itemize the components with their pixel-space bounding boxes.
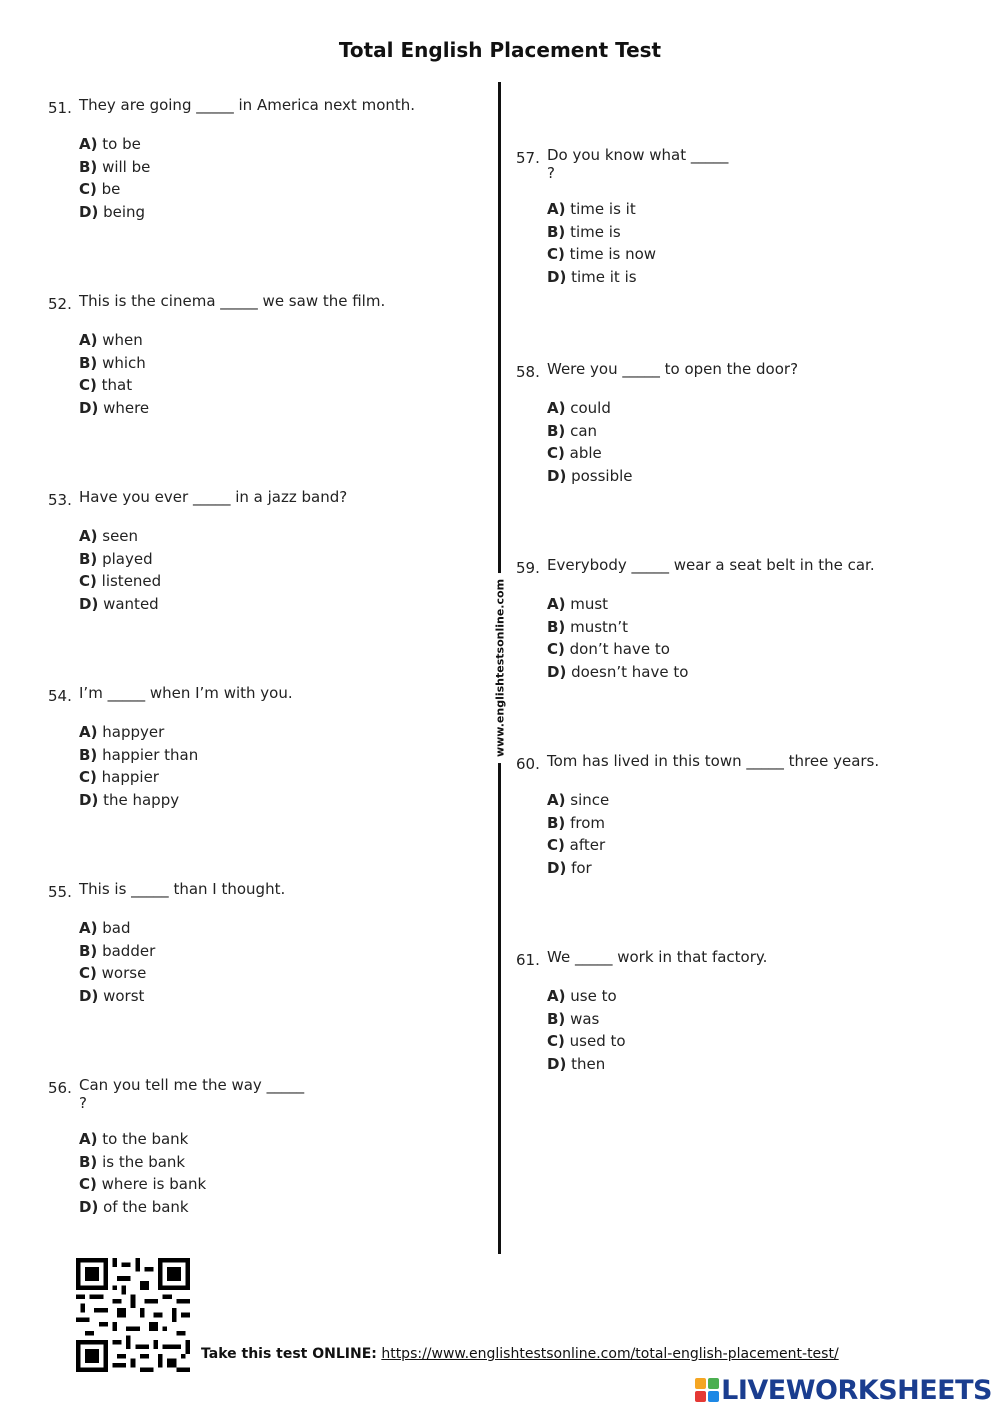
question-55 <box>48 880 468 1008</box>
answer-option[interactable] <box>79 593 468 616</box>
answer-options <box>547 198 936 289</box>
question-number: 55. <box>48 883 72 901</box>
answer-option[interactable] <box>547 616 936 639</box>
question-header <box>516 556 936 577</box>
question-number: 54. <box>48 687 72 705</box>
answer-option[interactable] <box>79 374 468 397</box>
answer-option[interactable] <box>547 1030 936 1053</box>
option-letter: C) <box>547 245 565 264</box>
option-letter: D) <box>547 1055 567 1074</box>
option-text: worst <box>103 987 145 1006</box>
question-57 <box>516 146 936 289</box>
option-text: happier than <box>102 745 199 764</box>
answer-option[interactable] <box>547 442 936 465</box>
question-56 <box>48 1076 468 1219</box>
option-text: can <box>570 421 598 440</box>
option-text: badder <box>102 941 156 960</box>
option-text: happyer <box>102 723 165 741</box>
option-letter: A) <box>79 723 98 741</box>
option-text: when <box>102 331 143 349</box>
option-text: time it is <box>571 268 637 287</box>
option-letter: C) <box>79 572 97 591</box>
option-letter: D) <box>79 791 99 810</box>
option-text: the happy <box>103 791 180 810</box>
question-59 <box>516 556 936 684</box>
answer-option[interactable] <box>79 525 468 548</box>
question-header <box>516 360 936 381</box>
question-61 <box>516 948 936 1076</box>
option-text: was <box>570 1009 600 1028</box>
option-letter: D) <box>79 1198 99 1217</box>
answer-option[interactable] <box>547 857 936 880</box>
option-text: to the bank <box>102 1130 189 1148</box>
option-text: able <box>569 444 602 463</box>
option-letter: B) <box>547 1009 566 1028</box>
option-letter: C) <box>547 1032 565 1051</box>
option-text: doesn’t have to <box>571 663 689 682</box>
option-text: must <box>570 595 609 613</box>
option-text: after <box>569 836 606 855</box>
option-letter: C) <box>79 376 97 395</box>
option-text: listened <box>101 572 162 591</box>
option-letter: B) <box>79 353 98 372</box>
option-text: time is it <box>570 200 636 218</box>
question-header <box>516 146 936 182</box>
answer-option[interactable] <box>547 834 936 857</box>
option-letter: B) <box>547 617 566 636</box>
question-header <box>48 96 468 117</box>
option-text: played <box>102 549 153 568</box>
answer-option[interactable] <box>547 985 936 1008</box>
option-text: that <box>101 376 133 395</box>
question-number: 57. <box>516 149 540 167</box>
option-letter: D) <box>547 268 567 287</box>
answer-option[interactable] <box>547 198 936 221</box>
option-text: bad <box>102 919 131 937</box>
question-header <box>516 948 936 969</box>
option-letter: B) <box>79 549 98 568</box>
option-letter: B) <box>547 222 566 241</box>
option-text: used to <box>569 1032 626 1051</box>
answer-option[interactable] <box>79 789 468 812</box>
brand-name: LIVEWORKSHEETS <box>721 1374 992 1406</box>
option-letter: A) <box>547 399 566 417</box>
option-text: time is now <box>569 245 657 264</box>
option-text: seen <box>102 527 139 545</box>
option-text: then <box>571 1055 606 1074</box>
option-text: is the bank <box>102 1152 186 1171</box>
option-text: happier <box>101 768 159 787</box>
option-text: wanted <box>103 595 159 614</box>
answer-options <box>79 525 468 616</box>
answer-option[interactable] <box>79 917 468 940</box>
page-title: Total English Placement Test <box>338 38 662 62</box>
option-text: could <box>570 399 611 417</box>
question-51 <box>48 96 468 224</box>
question-text: This is the cinema _____ we saw the film. <box>79 292 386 310</box>
question-header <box>48 1076 468 1112</box>
question-header <box>48 684 468 705</box>
option-letter: C) <box>79 964 97 983</box>
question-text: Do you know what _____ ? <box>547 146 729 182</box>
answer-option[interactable] <box>79 548 468 571</box>
question-text: We _____ work in that factory. <box>547 948 768 966</box>
option-letter: B) <box>547 813 566 832</box>
question-number: 51. <box>48 99 72 117</box>
question-header <box>516 752 936 773</box>
answer-option[interactable] <box>79 178 468 201</box>
question-number: 59. <box>516 559 540 577</box>
option-text: where is bank <box>101 1175 207 1194</box>
question-53 <box>48 488 468 616</box>
answer-option[interactable] <box>79 352 468 375</box>
option-letter: A) <box>547 791 566 809</box>
question-text: I’m _____ when I’m with you. <box>79 684 293 702</box>
question-header <box>48 292 468 313</box>
option-letter: D) <box>79 595 99 614</box>
option-letter: C) <box>547 836 565 855</box>
answer-options <box>547 593 936 684</box>
question-number: 53. <box>48 491 72 509</box>
answer-options <box>547 397 936 488</box>
answer-option[interactable] <box>79 133 468 156</box>
option-letter: C) <box>79 180 97 199</box>
option-letter: D) <box>79 987 99 1006</box>
footer <box>201 1346 839 1362</box>
answer-option[interactable] <box>79 940 468 963</box>
answer-option[interactable] <box>79 1128 468 1151</box>
option-text: being <box>103 203 146 222</box>
option-text: use to <box>570 987 617 1005</box>
option-letter: A) <box>79 527 98 545</box>
question-header <box>48 488 468 509</box>
answer-option[interactable] <box>79 329 468 352</box>
question-header <box>48 880 468 901</box>
question-58 <box>516 360 936 488</box>
question-52 <box>48 292 468 420</box>
option-text: for <box>571 859 592 878</box>
question-number: 56. <box>48 1079 72 1097</box>
answer-option[interactable] <box>79 1173 468 1196</box>
question-number: 58. <box>516 363 540 381</box>
option-text: of the bank <box>103 1198 189 1217</box>
footer-label: Take this test ONLINE: <box>201 1346 377 1362</box>
answer-option[interactable] <box>547 789 936 812</box>
option-letter: D) <box>547 859 567 878</box>
answer-options <box>79 721 468 812</box>
answer-options <box>79 329 468 420</box>
question-text: They are going _____ in America next month. <box>79 96 416 114</box>
answer-option[interactable] <box>79 201 468 224</box>
answer-option[interactable] <box>547 1008 936 1031</box>
answer-option[interactable] <box>547 266 936 289</box>
answer-option[interactable] <box>79 1196 468 1219</box>
answer-option[interactable] <box>79 744 468 767</box>
side-url-text: www.englishtestsonline.com <box>494 573 507 763</box>
answer-option[interactable] <box>547 638 936 661</box>
answer-options <box>79 917 468 1008</box>
answer-option[interactable] <box>547 221 936 244</box>
option-text: where <box>103 399 150 418</box>
answer-option[interactable] <box>547 1053 936 1076</box>
question-text: Can you tell me the way _____ ? <box>79 1076 305 1112</box>
question-number: 61. <box>516 951 540 969</box>
answer-option[interactable] <box>547 465 936 488</box>
answer-options <box>79 133 468 224</box>
option-text: worse <box>101 964 147 983</box>
qr-code-icon <box>76 1258 190 1372</box>
option-letter: D) <box>547 467 567 486</box>
liveworksheets-logo-icon <box>695 1378 719 1402</box>
answer-option[interactable] <box>547 420 936 443</box>
answer-option[interactable] <box>547 397 936 420</box>
answer-option[interactable] <box>79 397 468 420</box>
option-letter: A) <box>79 919 98 937</box>
option-letter: A) <box>547 200 566 218</box>
answer-option[interactable] <box>547 243 936 266</box>
answer-option[interactable] <box>547 812 936 835</box>
option-text: time is <box>570 222 621 241</box>
question-text: Were you _____ to open the door? <box>547 360 799 378</box>
question-text: Everybody _____ wear a seat belt in the car. <box>547 556 875 574</box>
question-54 <box>48 684 468 812</box>
question-number: 52. <box>48 295 72 313</box>
option-letter: B) <box>79 157 98 176</box>
answer-option[interactable] <box>79 1151 468 1174</box>
option-letter: A) <box>79 331 98 349</box>
answer-option[interactable] <box>547 593 936 616</box>
answer-option[interactable] <box>79 766 468 789</box>
question-text: Tom has lived in this town _____ three years. <box>547 752 880 770</box>
answer-options <box>547 985 936 1076</box>
option-letter: B) <box>79 941 98 960</box>
answer-option[interactable] <box>79 962 468 985</box>
answer-option[interactable] <box>79 156 468 179</box>
test-online-link[interactable]: https://www.englishtestsonline.com/total-english-placement-test/ <box>381 1346 839 1362</box>
answer-options <box>79 1128 468 1219</box>
question-60 <box>516 752 936 880</box>
option-letter: B) <box>79 745 98 764</box>
option-text: don’t have to <box>569 640 670 659</box>
option-letter: A) <box>547 595 566 613</box>
option-letter: A) <box>547 987 566 1005</box>
option-letter: D) <box>79 203 99 222</box>
option-text: since <box>570 791 610 809</box>
option-text: will be <box>102 157 151 176</box>
option-letter: C) <box>547 640 565 659</box>
option-text: be <box>101 180 121 199</box>
answer-options <box>547 789 936 880</box>
answer-option[interactable] <box>79 985 468 1008</box>
option-letter: C) <box>79 768 97 787</box>
liveworksheets-brand[interactable] <box>695 1374 992 1406</box>
answer-option[interactable] <box>79 570 468 593</box>
option-letter: B) <box>79 1152 98 1171</box>
question-text: Have you ever _____ in a jazz band? <box>79 488 348 506</box>
option-letter: A) <box>79 1130 98 1148</box>
option-letter: A) <box>79 135 98 153</box>
option-text: which <box>102 353 146 372</box>
option-text: to be <box>102 135 141 153</box>
option-letter: D) <box>547 663 567 682</box>
question-number: 60. <box>516 755 540 773</box>
option-text: from <box>570 813 605 832</box>
question-text: This is _____ than I thought. <box>79 880 286 898</box>
option-text: mustn’t <box>570 617 629 636</box>
option-letter: D) <box>79 399 99 418</box>
answer-option[interactable] <box>547 661 936 684</box>
option-letter: C) <box>547 444 565 463</box>
answer-option[interactable] <box>79 721 468 744</box>
option-text: possible <box>571 467 633 486</box>
option-letter: B) <box>547 421 566 440</box>
option-letter: C) <box>79 1175 97 1194</box>
